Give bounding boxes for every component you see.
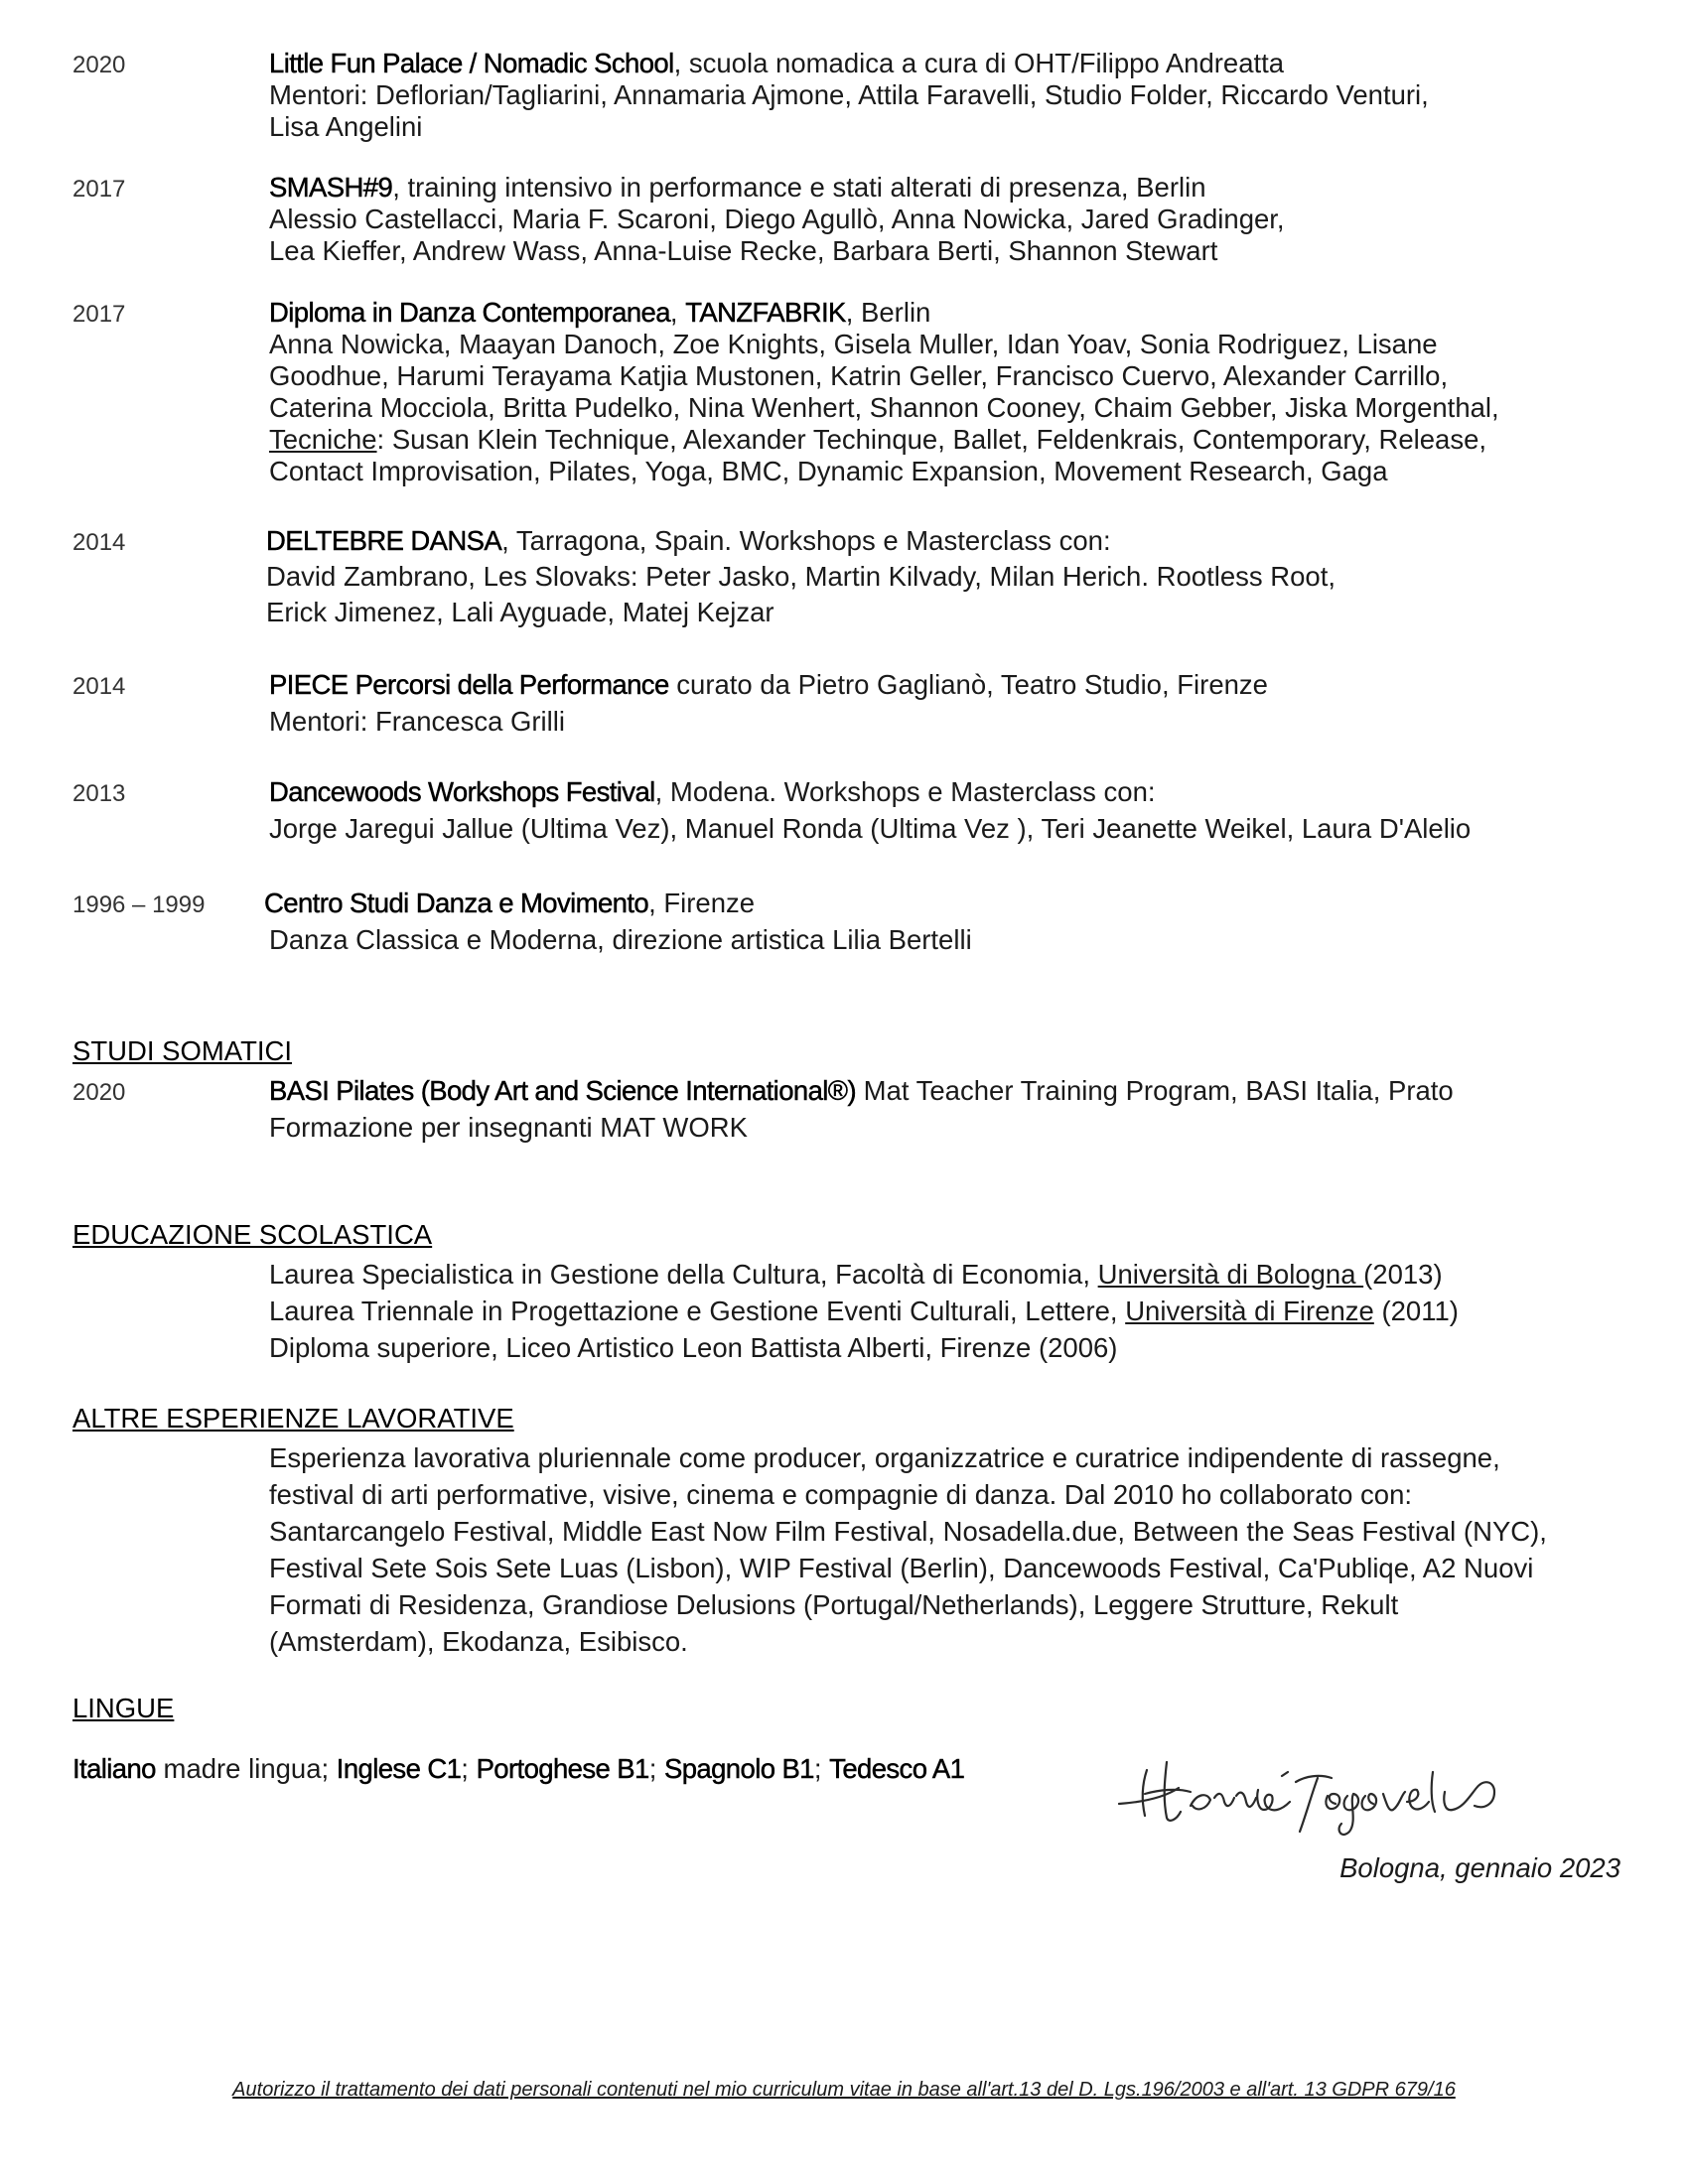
training-entry (72, 297, 1621, 487)
entry-title-rest: , Berlin (845, 297, 931, 328)
entry-title: Centro Studi Danza e Movimento (264, 887, 649, 918)
education-text: Laurea Triennale in Progettazione e Gestione Eventi Culturali, Lettere, (269, 1296, 1126, 1326)
language-level: madre lingua (155, 1753, 322, 1784)
entry-title: SMASH#9 (269, 172, 393, 203)
place-date: Bologna, gennaio 2023 (1339, 1852, 1620, 1883)
entry-line: Goodhue, Harumi Terayama Katjia Mustonen, Katrin Geller, Francisco Cuervo, Alexander Carrillo, (269, 360, 1449, 391)
language-separator: ; (813, 1753, 830, 1784)
entry-line: Erick Jimenez, Lali Ayguade, Matej Kejzar (266, 597, 774, 627)
language-name: Spagnolo B1 (663, 1753, 814, 1784)
work-line: festival di arti performative, visive, cinema e compagnie di danza. Dal 2010 ho collaborato con: (269, 1479, 1413, 1510)
section-heading-work: ALTRE ESPERIENZE LAVORATIVE (72, 1403, 514, 1433)
language-name: Portoghese B1 (476, 1753, 649, 1784)
entry-line: Mentori: Francesca Grilli (269, 706, 565, 737)
language-separator: ; (648, 1753, 664, 1784)
entry-line: Danza Classica e Moderna, direzione artistica Lilia Bertelli (269, 924, 972, 955)
entry-title-separator: , (669, 297, 686, 328)
entry-title: Diploma in Danza Contemporanea (269, 297, 670, 328)
entry-line: Caterina Mocciola, Britta Pudelko, Nina Wenhert, Shannon Cooney, Chaim Gebber, Jiska Morgenthal, (269, 392, 1499, 423)
entry-line: Contact Improvisation, Pilates, Yoga, BMC, Dynamic Expansion, Movement Research, Gaga (269, 456, 1388, 486)
training-entry (72, 666, 1621, 740)
entry-year: 2013 (72, 780, 126, 807)
languages-line (72, 1753, 964, 1785)
entry-year: 2017 (72, 176, 126, 203)
training-entry (72, 172, 1621, 267)
training-entry (72, 48, 1621, 143)
entry-line: David Zambrano, Les Slovaks: Peter Jasko, Martin Kilvady, Milan Herich. Rootless Root, (266, 561, 1336, 592)
entry-line: Mentori: Deflorian/Tagliarini, Annamaria Ajmone, Attila Faravelli, Studio Folder, Riccardo Venturi, (269, 79, 1429, 110)
training-entry (72, 885, 1621, 958)
entry-title-rest: , Firenze (648, 887, 756, 918)
entry-line: Lisa Angelini (269, 111, 423, 142)
language-name: Inglese C1 (336, 1753, 462, 1784)
entry-year: 2020 (72, 1079, 126, 1106)
language-separator: ; (321, 1753, 337, 1784)
entry-title-institution: TANZFABRIK (685, 297, 846, 328)
entry-title-rest: Mat Teacher Training Program, BASI Italia, Prato (856, 1075, 1454, 1106)
entry-line: Formazione per insegnanti MAT WORK (269, 1112, 748, 1143)
education-item (269, 1293, 1639, 1329)
entry-title: DELTEBRE DANSA (266, 525, 502, 556)
entry-title-rest: , training intensivo in performance e stati alterati di presenza, Berlin (392, 172, 1206, 203)
education-item: Diploma superiore, Liceo Artistico Leon Battista Alberti, Firenze (2006) (269, 1332, 1118, 1363)
language-name: Tedesco A1 (829, 1753, 965, 1784)
entry-line: Jorge Jaregui Jallue (Ultima Vez), Manuel Ronda (Ultima Vez ), Teri Jeanette Weikel, Laura D'Alelio (269, 813, 1472, 844)
entry-title-rest: , Tarragona, Spain. Workshops e Masterclass con: (501, 525, 1111, 556)
education-text: Laurea Specialistica in Gestione della Cultura, Facoltà di Economia, (269, 1259, 1098, 1290)
language-name: Italiano (72, 1753, 156, 1784)
entry-year: 1996 – 1999 (72, 891, 206, 918)
entry-title-rest: curato da Pietro Gaglianò, Teatro Studio, Firenze (668, 669, 1268, 700)
entry-year: 2020 (72, 52, 126, 78)
work-line: Santarcangelo Festival, Middle East Now Film Festival, Nosadella.due, Between the Seas Festival (NYC), (269, 1516, 1547, 1547)
privacy-consent-footer: Autorizzo il trattamento dei dati personali contenuti nel mio curriculum vitae in base all'art.13 del D. Lgs.196/2003 e all'art. 13 GDPR 679/16 (232, 2079, 1456, 2101)
training-entry (72, 773, 1621, 847)
entry-year: 2014 (72, 529, 126, 556)
entry-title: BASI Pilates (Body Art and Science International®) (269, 1075, 857, 1106)
work-line: (Amsterdam), Ekodanza, Esibisco. (269, 1626, 688, 1657)
entry-title-rest: , Modena. Workshops e Masterclass con: (654, 776, 1156, 807)
entry-year: 2014 (72, 673, 126, 700)
entry-title: PIECE Percorsi della Performance (269, 669, 669, 700)
section-heading-somatic: STUDI SOMATICI (72, 1035, 293, 1066)
section-heading-languages: LINGUE (72, 1693, 175, 1723)
entry-title-rest: , scuola nomadica a cura di OHT/Filippo Andreatta (673, 48, 1285, 78)
entry-year: 2017 (72, 301, 126, 328)
work-line: Festival Sete Sois Sete Luas (Lisbon), WIP Festival (Berlin), Dancewoods Festival, Ca'Publiqe, A2 Nuovi (269, 1553, 1534, 1583)
entry-line: Anna Nowicka, Maayan Danoch, Zoe Knights, Gisela Muller, Idan Yoav, Sonia Rodriguez, Lisane (269, 329, 1438, 359)
entry-line: Lea Kieffer, Andrew Wass, Anna-Luise Recke, Barbara Berti, Shannon Stewart (269, 235, 1218, 266)
entry-title: Dancewoods Workshops Festival (269, 776, 655, 807)
education-year: (2011) (1373, 1296, 1459, 1326)
section-heading-education: EDUCAZIONE SCOLASTICA (72, 1219, 433, 1250)
education-list (269, 1256, 1639, 1366)
university-link[interactable]: Università di Bologna (1097, 1259, 1364, 1290)
somatic-entry (72, 1072, 1621, 1146)
education-year: (2013) (1363, 1259, 1443, 1290)
signature-image (1107, 1732, 1564, 1842)
training-entry (72, 523, 1621, 630)
work-line: Esperienza lavorativa pluriennale come producer, organizzatrice e curatrice indipendente di rassegne, (269, 1442, 1500, 1473)
language-separator: ; (461, 1753, 477, 1784)
techniques-list: : Susan Klein Technique, Alexander Techinque, Ballet, Feldenkrais, Contemporary, Release, (376, 424, 1487, 455)
techniques-label: Tecniche (269, 424, 377, 455)
entry-title: Little Fun Palace / Nomadic School (269, 48, 674, 78)
entry-line: Alessio Castellacci, Maria F. Scaroni, Diego Agullò, Anna Nowicka, Jared Gradinger, (269, 204, 1285, 234)
education-item (269, 1256, 1639, 1293)
work-paragraph (269, 1439, 1639, 1660)
university-link[interactable]: Università di Firenze (1125, 1296, 1374, 1326)
work-line: Formati di Residenza, Grandiose Delusions (Portugal/Netherlands), Leggere Strutture, Rekult (269, 1589, 1399, 1620)
